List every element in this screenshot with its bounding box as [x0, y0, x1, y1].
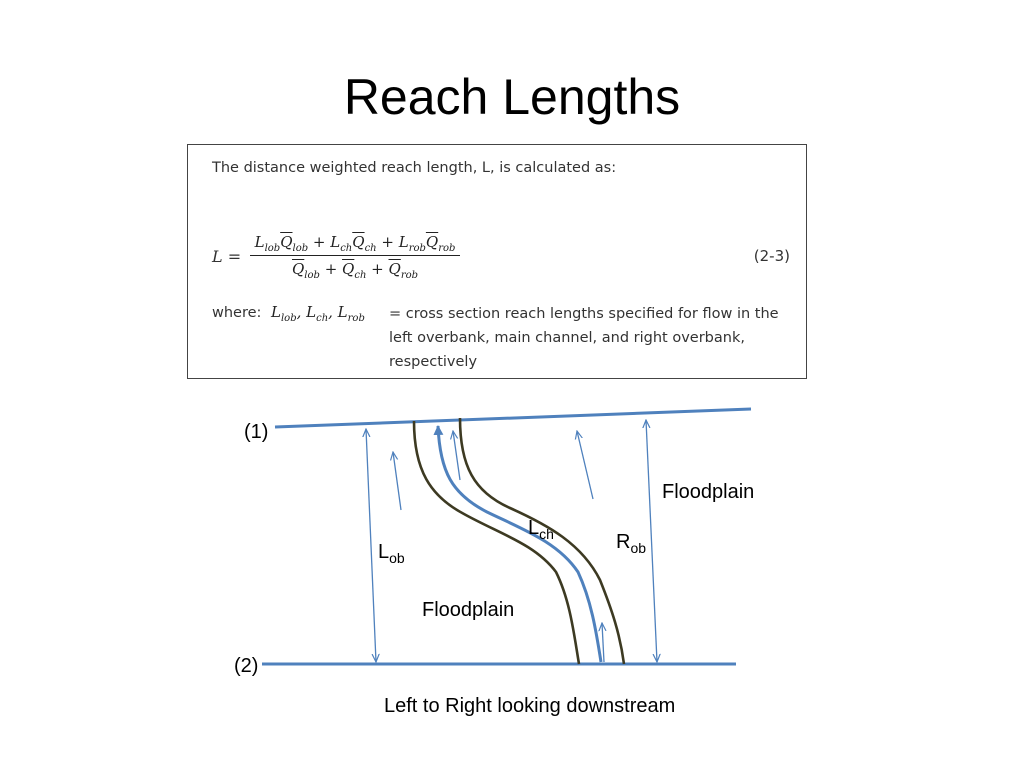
- rob-reach-arrow: [646, 420, 657, 662]
- lob-reach-arrow: [366, 429, 376, 662]
- equation-fraction: [248, 229, 462, 282]
- equation-number: (2-3): [753, 247, 790, 265]
- equation-denominator: $\overline{Q}_{lob} + \overline{Q}_{ch} + \overline{Q}_{rob}$: [291, 260, 419, 281]
- diagram-caption: Left to Right looking downstream: [384, 695, 676, 717]
- equation-lhs: L =: [212, 247, 242, 266]
- page-title: Reach Lengths: [343, 69, 681, 125]
- floodplain-right-label: Floodplain: [662, 481, 755, 503]
- where-label: where:: [212, 305, 262, 321]
- section-2-label: (2): [234, 655, 259, 677]
- lch-label: $L_{ch}$: [528, 517, 554, 542]
- channel-flow-arrow-lower: [602, 623, 604, 662]
- channel-flow-arrow-upper: [453, 431, 460, 480]
- equation-numerator: $L_{lob}\overline{Q}_{lob} + L_{ch}\overline{Q}_{ch} + L_{rob}\overline{Q}_{rob}$: [254, 233, 456, 254]
- section-1-label: (1): [244, 421, 269, 443]
- equation-intro: The distance weighted reach length, L, is calculated as:: [212, 160, 617, 176]
- left-bank-line: [414, 421, 579, 664]
- where-variables: $L_{lob}$, $L_{ch}$, $L_{rob}$: [271, 303, 365, 324]
- right-overbank-flow-arrow: [577, 431, 593, 499]
- cross-section-1-line: [275, 409, 751, 427]
- equation: [212, 229, 802, 289]
- rob-label: $R_{ob}$: [616, 531, 647, 556]
- floodplain-bottom-label: Floodplain: [422, 599, 515, 621]
- left-overbank-flow-arrow: [393, 452, 401, 510]
- where-definition: = cross section reach lengths specified for flow in the left overbank, main channel, and right overbank, respectively: [389, 306, 779, 370]
- lob-label: $L_{ob}$: [378, 541, 405, 566]
- channel-flow-line: [438, 426, 601, 662]
- equation-box: [187, 144, 807, 379]
